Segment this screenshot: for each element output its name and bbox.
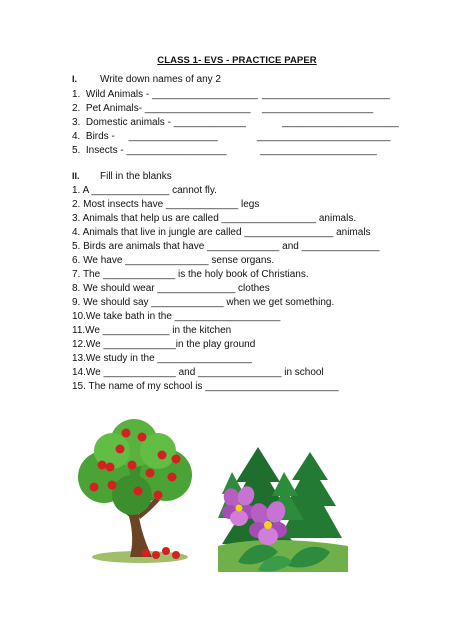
- fill-blank-item: 8. We should wear ______________ clothes: [72, 283, 270, 294]
- fill-blank-item: 1. A ______________ cannot fly.: [72, 185, 217, 196]
- section-1-item: [72, 145, 377, 157]
- fill-blank-item: 3. Animals that help us are called _________________ animals.: [72, 213, 357, 224]
- section-1-item-second-blank: _____________________: [282, 117, 399, 128]
- section-1-item: [72, 117, 399, 129]
- section-1-number: I.: [72, 74, 78, 84]
- fill-blank-item: 2. Most insects have _____________ legs: [72, 199, 260, 210]
- fill-blank-item: 13.We study in the _________________: [72, 353, 252, 364]
- section-1-item-second-blank: ____________________: [262, 103, 374, 114]
- section-1-item-second-blank: _____________________: [260, 145, 377, 156]
- section-1-item-text: 4. Birds - ________________: [72, 131, 218, 142]
- fill-blank-item: 10.We take bath in the ___________________: [72, 311, 281, 322]
- section-1-title: Write down names of any 2: [100, 74, 221, 85]
- section-2-title: Fill in the blanks: [100, 171, 172, 182]
- apple-tree-illustration: [72, 415, 197, 570]
- section-1-item-text: 5. Insects - __________________: [72, 145, 227, 156]
- section-1-item: [72, 89, 390, 101]
- section-1-item-text: 1. Wild Animals - ___________________: [72, 89, 258, 100]
- pine-trees-flowers-illustration: [218, 442, 348, 572]
- page-title: CLASS 1- EVS - PRACTICE PAPER: [157, 55, 317, 66]
- section-1-item-text: 2. Pet Animals- ___________________: [72, 103, 251, 114]
- section-1-item: [72, 103, 374, 115]
- section-1-item-text: 3. Domestic animals - _____________: [72, 117, 246, 128]
- fill-blank-item: 12.We _____________in the play ground: [72, 339, 256, 350]
- fill-blank-item: 6. We have _______________ sense organs.: [72, 255, 275, 266]
- section-1-item-second-blank: ________________________: [257, 131, 391, 142]
- fill-blank-item: 5. Birds are animals that have _____________ and ______________: [72, 241, 380, 252]
- fill-blank-item: 4. Animals that live in jungle are called ________________ animals: [72, 227, 371, 238]
- fill-blank-item: 9. We should say _____________ when we get something.: [72, 297, 335, 308]
- section-1-item-second-blank: _______________________: [262, 89, 390, 100]
- fill-blank-item: 7. The _____________ is the holy book of Christians.: [72, 269, 309, 280]
- fill-blank-item: 14.We _____________ and _______________ in school: [72, 367, 324, 378]
- section-1-item: [72, 131, 391, 143]
- section-2-number: II.: [72, 171, 80, 181]
- fill-blank-item: 11.We ____________ in the kitchen: [72, 325, 232, 336]
- fill-blank-item: 15. The name of my school is ________________________: [72, 381, 339, 392]
